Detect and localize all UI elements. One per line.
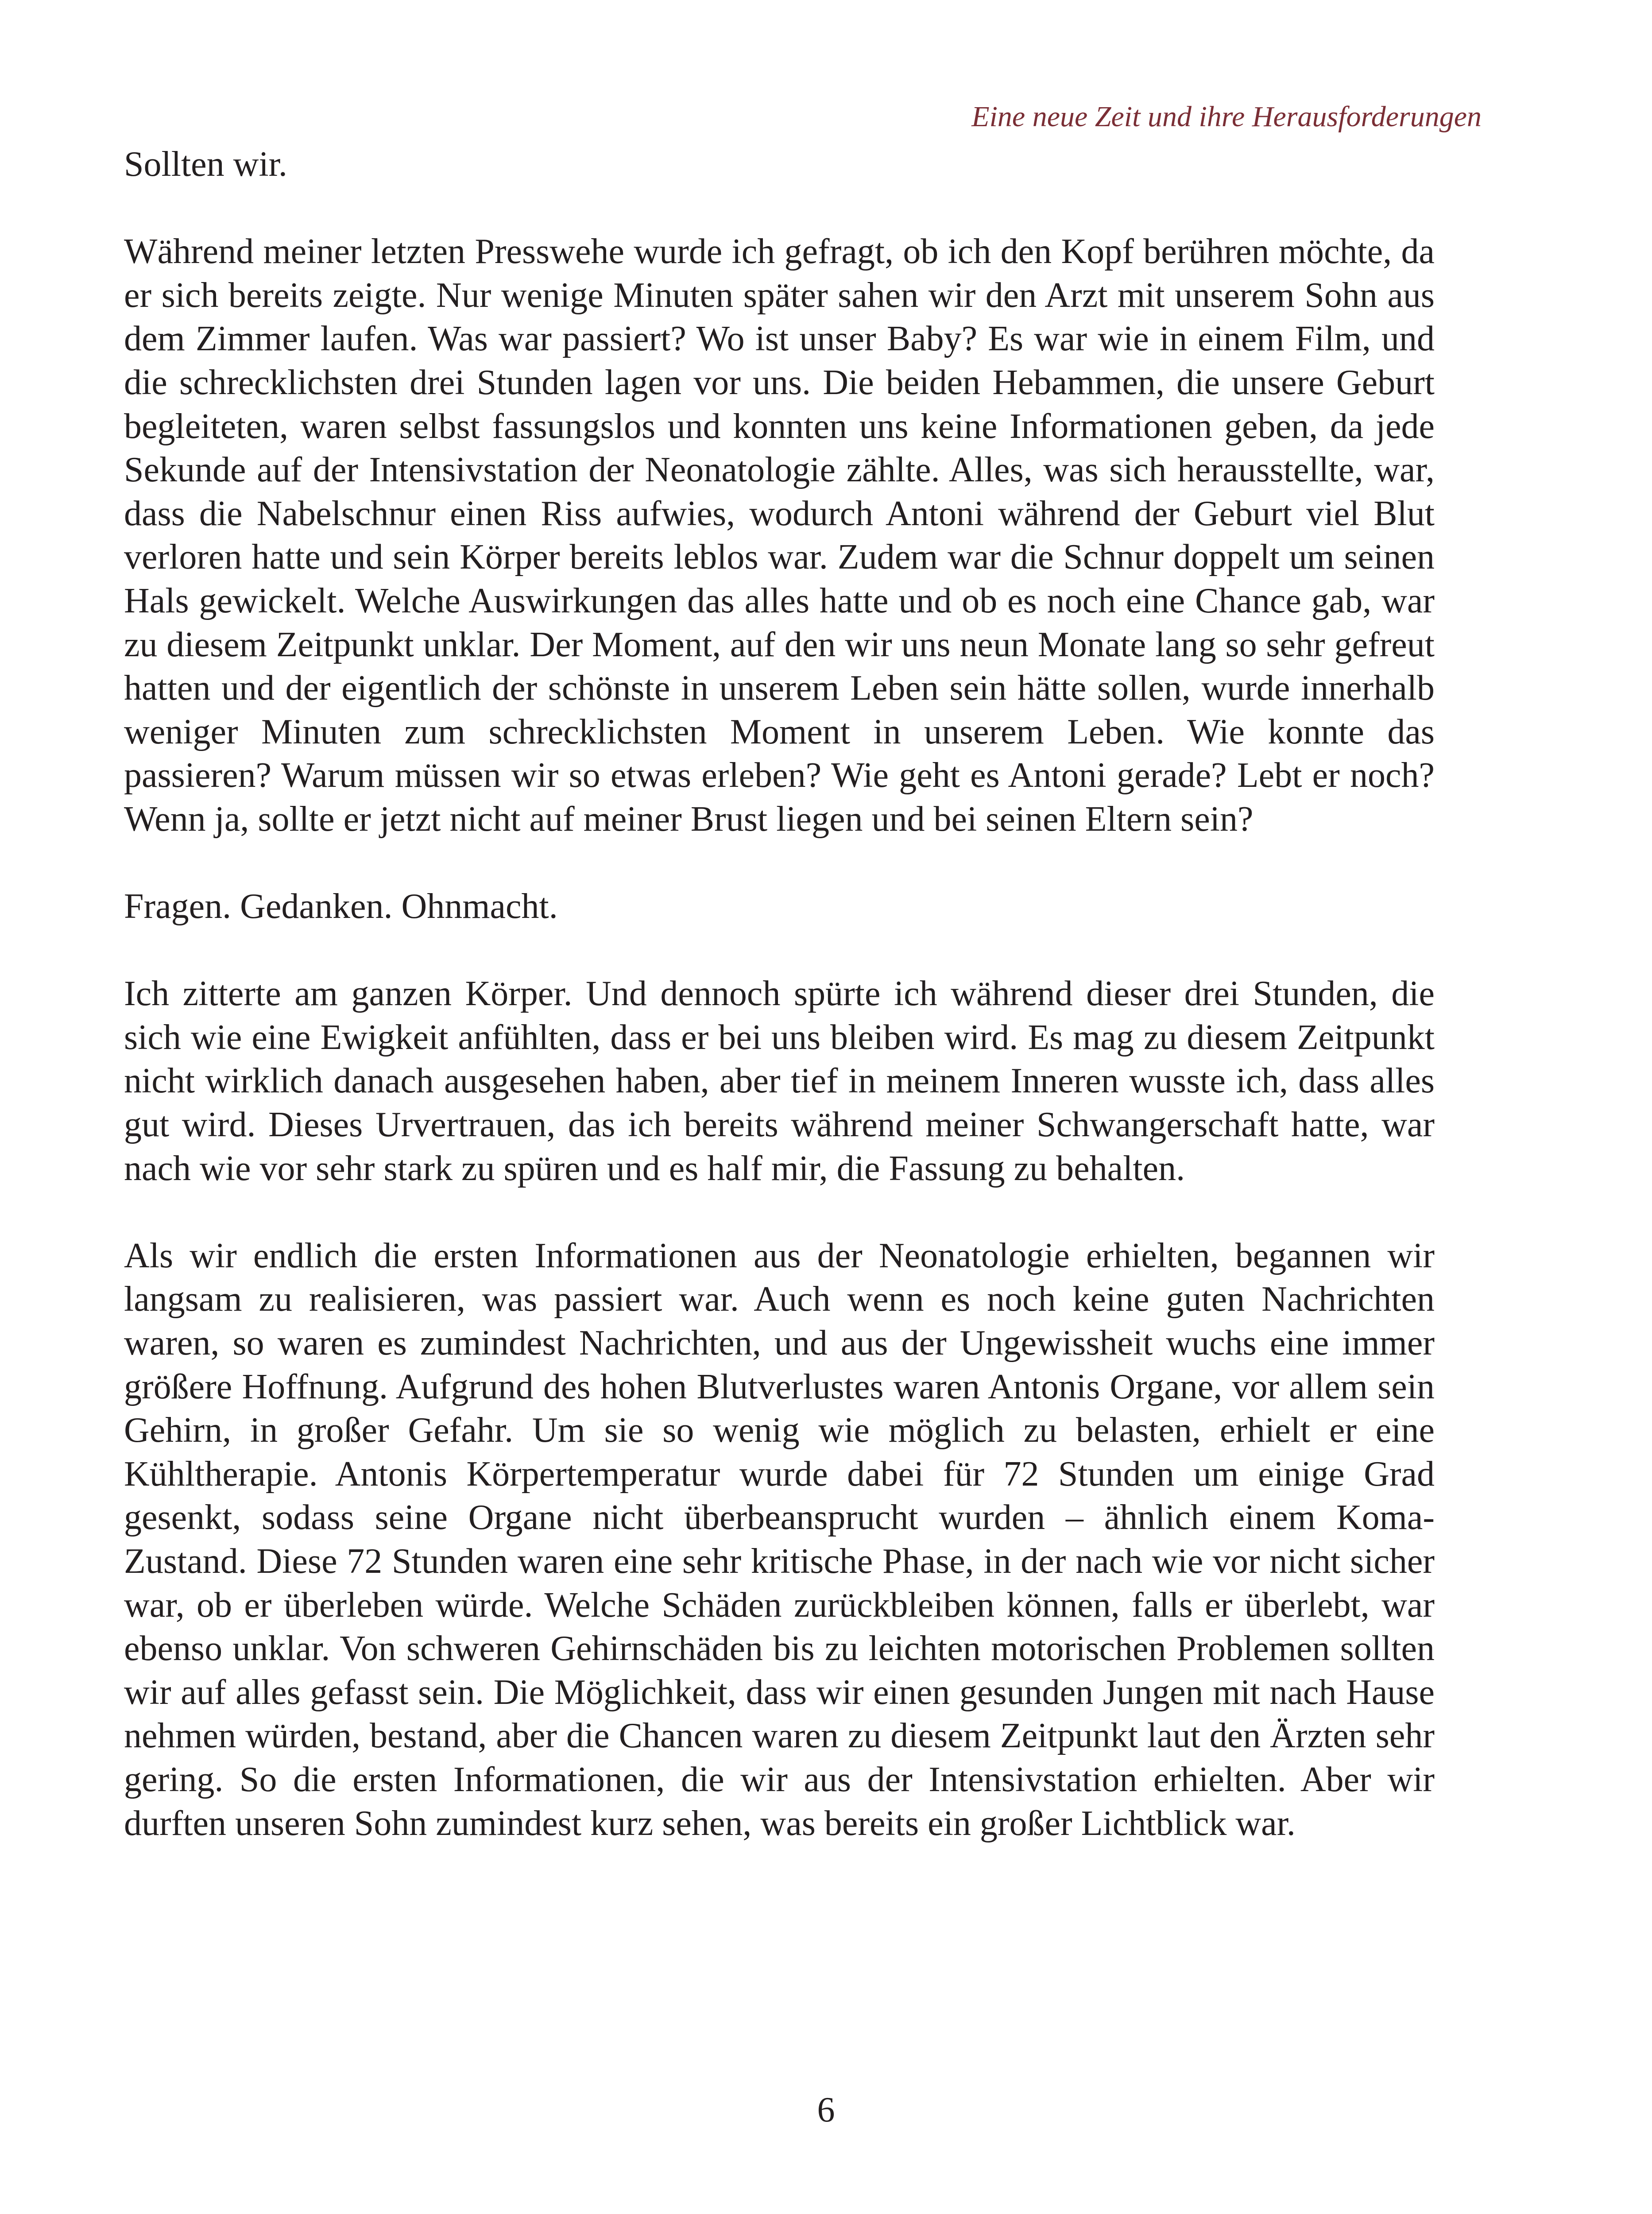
paragraph-2: Während meiner letzten Presswehe wurde ich gefragt, ob ich den Kopf berühren möchte, da er sich bereits zeigte. Nur wenige Minuten später sahen wir den Arzt mit unserem Sohn aus dem Zimmer laufen. Was war passiert? Wo ist unser Baby? Es war wie in einem Film, und die schrecklichsten drei Stunden lagen vor uns. Die beiden Hebammen, die unsere Geburt begleiteten, waren selbst fassungslos und konnten uns keine Informationen geben, da jede Sekunde auf der Intensivstation der Neonatologie zählte. Alles, was sich herausstellte, war, dass die Nabelschnur einen Riss aufwies, wodurch Antoni während der Geburt viel Blut verloren hatte und sein Körper bereits leblos war. Zudem war die Schnur doppelt um seinen Hals gewickelt. Welche Auswirkungen das alles hatte und ob es noch eine Chance gab, war zu diesem Zeitpunkt unklar. Der Moment, auf den wir uns neun Monate lang so sehr gefreut hatten und der eigentlich der schönste in unserem Leben sein hätte sollen, wurde innerhalb weniger Minuten zum schrecklichsten Moment in unserem Leben. Wie konnte das passieren? Warum müssen wir so etwas erleben? Wie geht es Antoni gerade? Lebt er noch? Wenn ja, sollte er jetzt nicht auf meiner Brust liegen und bei seinen Eltern sein?	[124, 232, 1435, 839]
running-header: Eine neue Zeit und ihre Herausforderungen	[971, 101, 1482, 133]
paragraph-5: Als wir endlich die ersten Informationen aus der Neonatologie erhielten, begannen wir langsam zu realisieren, was passiert war. Auch wenn es noch keine guten Nachrichten waren, so waren es zumindest Nachrichten, und aus der Ungewissheit wuchs eine immer größere Hoffnung. Aufgrund des hohen Blutverlustes waren Antonis Organe, vor allem sein Gehirn, in großer Gefahr. Um sie so wenig wie möglich zu belasten, erhielt er eine Kühltherapie. Antonis Körpertemperatur wurde dabei für 72 Stunden um einige Grad gesenkt, sodass seine Organe nicht überbeansprucht wurden – ähnlich einem Koma-Zustand. Diese 72 Stunden waren eine sehr kritische Phase, in der nach wie vor nicht sicher war, ob er überleben würde. Welche Schäden zurückbleiben können, falls er überlebt, war ebenso unklar. Von schweren Gehirnschäden bis zu leichten motorischen Problemen sollten wir auf alles gefasst sein. Die Möglichkeit, dass wir einen gesunden Jungen mit nach Hause nehmen würden, bestand, aber die Chancen waren zu diesem Zeitpunkt laut den Ärzten sehr gering. So die ersten Informationen, die wir aus der Intensivstation erhielten. Aber wir durften unseren Sohn zumindest kurz sehen, was bereits ein großer Lichtblick war.	[124, 1236, 1435, 1843]
page-number: 6	[817, 2090, 835, 2129]
paragraph-3: Fragen. Gedanken. Ohnmacht.	[124, 887, 558, 926]
paragraph-1: Sollten wir.	[124, 145, 287, 184]
body-text	[124, 143, 1435, 1845]
paragraph-4: Ich zitterte am ganzen Körper. Und dennoch spürte ich während dieser drei Stunden, die sich wie eine Ewigkeit anfühlten, dass er bei uns bleiben wird. Es mag zu diesem Zeitpunkt nicht wirklich danach ausgesehen haben, aber tief in meinem Inneren wusste ich, dass alles gut wird. Dieses Urvertrauen, das ich bereits während meiner Schwangerschaft hatte, war nach wie vor sehr stark zu spüren und es half mir, die Fassung zu behalten.	[124, 974, 1435, 1188]
